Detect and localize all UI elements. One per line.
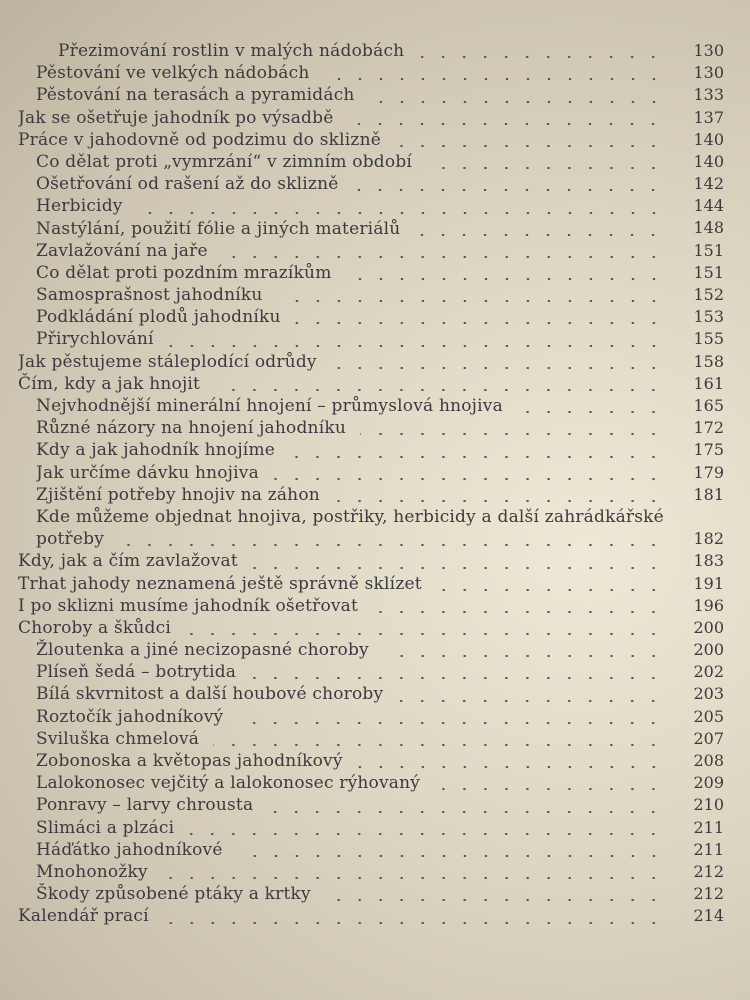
toc-entry-title: Herbicidy: [36, 196, 123, 217]
toc-entry: [18, 84, 724, 106]
toc-entry: [18, 218, 724, 240]
toc-entry: [18, 129, 724, 151]
toc-entry-title: Ošetřování od rašení až do sklizně: [36, 174, 339, 195]
toc-entry-page-number: 205: [693, 706, 724, 726]
toc-entry-title-wrap: [36, 661, 664, 683]
toc-entry-title-wrap: [36, 817, 664, 839]
toc-entry-title-wrap: [36, 506, 664, 550]
toc-entry-title-wrap: [36, 883, 664, 905]
toc-entry-title-wrap: [36, 728, 664, 750]
toc-entry-title: Co dělat proti pozdním mrazíkům: [36, 262, 332, 283]
toc-entry: [18, 794, 724, 816]
toc-entry: [18, 462, 724, 484]
toc-entry: [18, 506, 724, 550]
toc-entry-title: Nastýlání, použití fólie a jiných materiálů: [36, 218, 401, 239]
toc-entry-page-number: 165: [693, 395, 724, 415]
toc-entry-title-wrap: [18, 573, 664, 595]
toc-entry-title-wrap: [18, 905, 664, 927]
toc-entry-title: Přirychlování: [36, 329, 154, 350]
toc-entry-page-number: 155: [693, 329, 724, 349]
toc-entry: [18, 706, 724, 728]
toc-entry: [18, 595, 724, 617]
toc-entry: [18, 151, 724, 173]
toc-entry-title-wrap: [36, 84, 664, 106]
toc-entry: [18, 683, 724, 705]
toc-entry-page-number: 153: [693, 307, 724, 327]
toc-entry-title-wrap: [36, 195, 664, 217]
toc-entry-page-number: 208: [693, 751, 724, 770]
toc-entry: [18, 883, 724, 905]
toc-entry: [18, 861, 724, 883]
toc-entry: [18, 417, 724, 439]
toc-entry: [18, 262, 724, 284]
toc-entry-page-number: 200: [693, 640, 724, 660]
toc-entry-page-number: 179: [693, 462, 724, 482]
toc-entry: [18, 395, 724, 417]
toc-entry-title-wrap: [18, 129, 664, 151]
table-of-contents: [18, 40, 724, 928]
toc-entry-title: Plíseň šedá – botrytida: [36, 662, 237, 683]
toc-entry: [18, 750, 724, 772]
toc-entry-page-number: 200: [693, 617, 724, 637]
toc-entry-title-wrap: [36, 462, 664, 484]
toc-entry-title: Kde můžeme objednat hnojiva, postřiky, herbicidy a další zahrádkářské potřeby: [36, 506, 664, 550]
toc-entry-page-number: 172: [693, 418, 724, 438]
toc-entry-title-wrap: [36, 328, 664, 350]
toc-entry: [18, 573, 724, 595]
toc-entry-title-wrap: [58, 40, 664, 62]
toc-entry-title: Zavlažování na jaře: [36, 240, 208, 261]
toc-entry-page-number: 133: [693, 85, 724, 105]
toc-entry-title-wrap: [36, 484, 664, 506]
toc-entry-title: Roztočík jahodníkový: [36, 706, 224, 727]
toc-entry-title-wrap: [36, 240, 664, 262]
toc-entry-title: Přezimování rostlin v malých nádobách: [58, 41, 405, 61]
toc-entry-page-number: 210: [693, 795, 724, 815]
toc-entry-page-number: 207: [693, 728, 724, 748]
toc-entry-page-number: 140: [693, 151, 724, 171]
toc-entry: [18, 173, 724, 195]
toc-entry-title-wrap: [36, 750, 664, 772]
toc-entry-page-number: 148: [693, 218, 724, 238]
toc-entry-page-number: 209: [693, 773, 724, 793]
toc-entry-title-wrap: [36, 839, 664, 861]
toc-entry: [18, 484, 724, 506]
toc-entry-title-wrap: [36, 395, 664, 417]
toc-entry-title: Jak pěstujeme stáleplodící odrůdy: [18, 351, 317, 372]
toc-entry-title-wrap: [18, 595, 664, 617]
toc-entry-title-wrap: [36, 284, 664, 306]
toc-entry: [18, 772, 724, 794]
toc-entry-title-wrap: [36, 683, 664, 705]
toc-entry-title: Slimáci a plzáci: [36, 817, 175, 838]
toc-entry-title-wrap: [36, 62, 664, 84]
toc-entry-page-number: 211: [693, 839, 724, 859]
toc-entry: [18, 328, 724, 350]
toc-entry-title: Zobonoska a květopas jahodníkový: [36, 751, 343, 772]
toc-entry: [18, 439, 724, 461]
toc-entry-title: Pěstování ve velkých nádobách: [36, 63, 310, 84]
toc-entry-title: Kalendář prací: [18, 906, 149, 927]
toc-entry-page-number: 212: [693, 861, 724, 881]
toc-entry-title: Háďátko jahodníkové: [36, 839, 223, 860]
toc-entry-title: Žloutenka a jiné necizopasné choroby: [36, 640, 369, 661]
toc-entry-page-number: 191: [693, 573, 724, 593]
toc-entry-title-wrap: [36, 439, 664, 461]
toc-entry: [18, 284, 724, 306]
toc-entry-title-wrap: [18, 373, 664, 395]
toc-entry-title-wrap: [36, 306, 664, 328]
toc-entry: [18, 40, 724, 62]
toc-entry-title: Škody způsobené ptáky a krtky: [36, 884, 311, 905]
toc-entry-title: Lalokonosec vejčitý a lalokonosec rýhovaný: [36, 773, 421, 794]
toc-entry-page-number: 130: [693, 40, 724, 60]
toc-entry-page-number: 140: [693, 129, 724, 149]
toc-entry-page-number: 196: [693, 595, 724, 615]
toc-entry-title: Čím, kdy a jak hnojit: [18, 373, 201, 394]
toc-entry-title: Jak určíme dávku hnojiva: [36, 462, 259, 483]
toc-entry-title: Pěstování na terasách a pyramidách: [36, 85, 355, 106]
toc-entry-page-number: 175: [693, 440, 724, 460]
toc-entry-title: Jak se ošetřuje jahodník po výsadbě: [18, 107, 334, 128]
toc-entry-title-wrap: [36, 861, 664, 883]
toc-entry-title-wrap: [18, 351, 664, 373]
toc-entry-page-number: 137: [693, 107, 724, 127]
toc-entry-title: Mnohonožky: [36, 861, 148, 882]
toc-entry: [18, 373, 724, 395]
toc-entry-page-number: 151: [693, 262, 724, 282]
toc-entry-title-wrap: [18, 550, 664, 572]
toc-entry-page-number: 142: [693, 174, 724, 194]
toc-entry-title-wrap: [36, 639, 664, 661]
toc-entry: [18, 905, 724, 927]
toc-entry-page-number: 181: [693, 484, 724, 504]
toc-entry-title: Choroby a škůdci: [18, 617, 171, 638]
toc-entry-title: Kdy a jak jahodník hnojíme: [36, 440, 276, 461]
toc-entry-title: Ponravy – larvy chrousta: [36, 795, 254, 816]
toc-entry-title-wrap: [36, 772, 664, 794]
toc-entry-title-wrap: [18, 107, 664, 129]
toc-entry-title-wrap: [36, 151, 664, 173]
toc-entry: [18, 839, 724, 861]
toc-entry-title: Různé názory na hnojení jahodníku: [36, 418, 346, 439]
toc-entry-title-wrap: [18, 617, 664, 639]
toc-entry-title-wrap: [36, 262, 664, 284]
toc-entry-title: Trhat jahody neznamená ještě správně sklízet: [18, 573, 422, 594]
toc-entry: [18, 817, 724, 839]
toc-entry: [18, 661, 724, 683]
toc-entry: [18, 306, 724, 328]
toc-entry-title: Bílá skvrnitost a další houbové choroby: [36, 684, 384, 705]
toc-entry-page-number: 152: [693, 285, 724, 305]
toc-entry: [18, 639, 724, 661]
toc-entry-title: Kdy, jak a čím zavlažovat: [18, 551, 238, 572]
toc-entry-page-number: 151: [693, 240, 724, 260]
toc-entry-title: Co dělat proti „vymrzání“ v zimním období: [36, 151, 413, 172]
toc-entry-title-wrap: [36, 417, 664, 439]
toc-entry: [18, 550, 724, 572]
toc-entry: [18, 195, 724, 217]
toc-entry-page-number: 203: [693, 684, 724, 704]
toc-entry-page-number: 144: [693, 196, 724, 216]
toc-entry: [18, 107, 724, 129]
toc-entry-page-number: 182: [693, 529, 724, 549]
toc-entry-page-number: 214: [693, 906, 724, 926]
toc-entry-title-wrap: [36, 706, 664, 728]
toc-entry-page-number: 183: [693, 551, 724, 571]
toc-entry-title-wrap: [36, 794, 664, 816]
toc-entry-title: Zjištění potřeby hnojiv na záhon: [36, 484, 320, 505]
toc-entry-page-number: 130: [693, 63, 724, 83]
toc-entry-title: Nejvhodnější minerální hnojení – průmyslová hnojiva: [36, 396, 503, 416]
toc-entry-title: Sviluška chmelová: [36, 728, 200, 749]
toc-entry: [18, 728, 724, 750]
toc-entry: [18, 351, 724, 373]
toc-entry-page-number: 211: [693, 817, 724, 837]
toc-entry-page-number: 202: [693, 662, 724, 682]
toc-entry-title: Podkládání plodů jahodníku: [36, 307, 281, 328]
toc-entry-title-wrap: [36, 218, 664, 240]
toc-entry-page-number: 161: [693, 373, 724, 393]
toc-entry-title-wrap: [36, 173, 664, 195]
toc-entry-page-number: 158: [693, 351, 724, 371]
toc-entry: [18, 617, 724, 639]
toc-entry-title: Práce v jahodovně od podzimu do sklizně: [18, 129, 381, 150]
toc-entry-title: Samosprašnost jahodníku: [36, 285, 263, 306]
toc-entry: [18, 62, 724, 84]
toc-entry: [18, 240, 724, 262]
toc-entry-page-number: 212: [693, 884, 724, 904]
toc-entry-title: I po sklizni musíme jahodník ošetřovat: [18, 595, 359, 616]
